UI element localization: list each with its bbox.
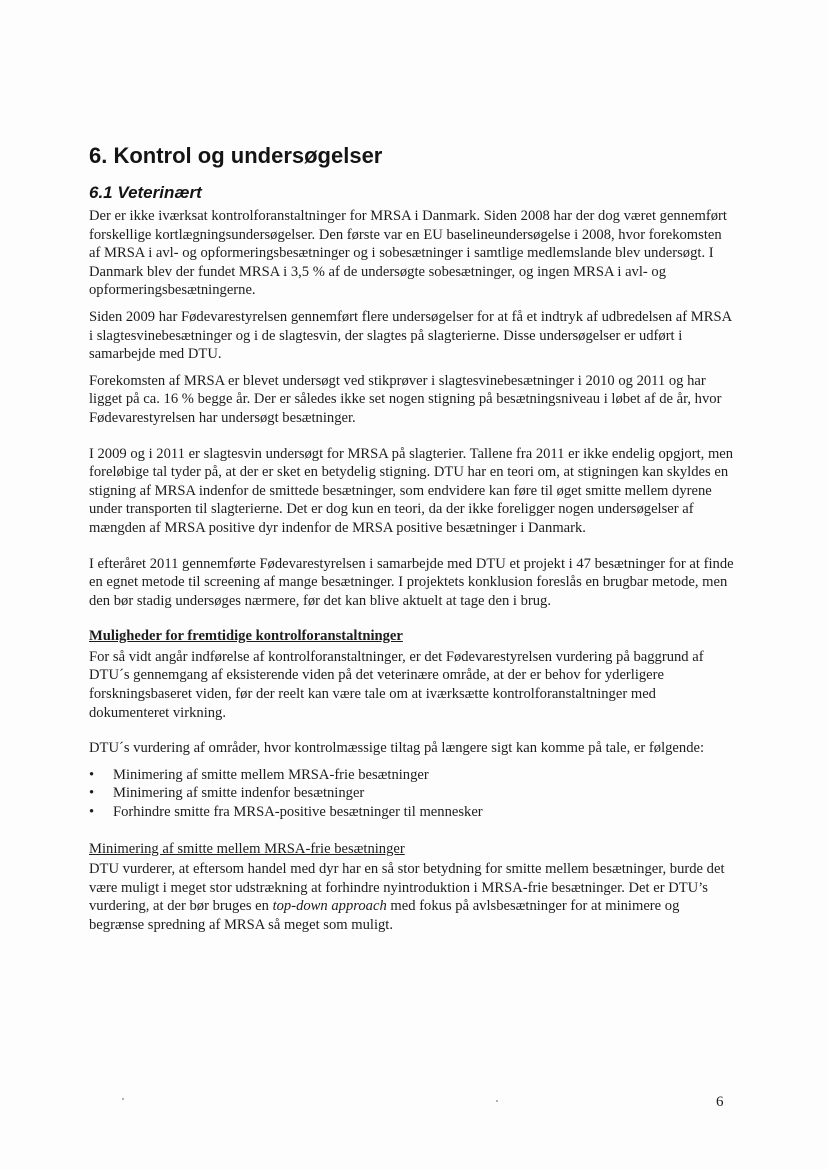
paragraph-baseline: Der er ikke iværksat kontrolforanstaltninger for MRSA i Danmark. Siden 2008 har der dog været gennemført forskellige kortlægningsundersøgelser. Den første var en EU baselineundersøgelse i 2008, hvor forekomsten af MRSA i avl- og opformeringsbesætninger og i sobesætninger i samtlige medlemslande blev undersøgt. I Danmark blev der fundet MRSA i 3,5 % af de undersøgte sobesætninger, og ingen MRSA i avl- og opformeringsbesætningerne. — [89, 208, 727, 299]
paragraph-slaughterhouse: I 2009 og i 2011 er slagtesvin undersøgt for MRSA på slagterier. Tallene fra 2011 er ikke endelig opgjort, men foreløbige tal tyder på, at der er sket en betydelig stigning. DTU har en teori om, at stigningen kan skyldes en stigning af MRSA indenfor de smittede besætninger, som endvidere kan føre til øget smitte mellem dyrene under transporten til slagterierne. Det er dog kun en teori, da der ikke foreligger nogen undersøgelser af mængden af MRSA positive dyr indenfor de MRSA positive besætninger i Danmark. — [89, 445, 734, 536]
paragraph-prevalence: Forekomsten af MRSA er blevet undersøgt ved stikprøver i slagtesvinebesætninger i 2010 og 2011 og har ligget på ca. 16 % begge år. Der er således ikke set nogen stigning på besætningsniveau i løbet af de år, hvor Fødevarestyrelsen har undersøgt besætninger. — [89, 372, 722, 426]
paragraph-top-down — [89, 860, 734, 934]
list-item — [89, 784, 734, 803]
section-heading: 6.1 Veterinært — [89, 183, 202, 202]
list-item — [89, 766, 734, 785]
list-item — [89, 803, 734, 822]
subsection-heading-muligheder: Muligheder for fremtidige kontrolforanstaltninger — [89, 628, 403, 645]
paragraph-text-after: med fokus på avlsbesætninger for at minimere og begrænse spredning af MRSA så meget som muligt. — [89, 898, 680, 933]
chapter-heading: 6. Kontrol og undersøgelser — [89, 143, 383, 168]
subsection-heading-minimering: Minimering af smitte mellem MRSA-frie besætninger — [89, 840, 405, 857]
scan-speck — [496, 1100, 498, 1102]
bullet-list — [89, 766, 734, 822]
list-item-text: Minimering af smitte mellem MRSA-frie besætninger — [113, 766, 429, 783]
emphasis-text: top-down approach — [272, 898, 387, 915]
paragraph-text-before: DTU vurderer, at eftersom handel med dyr har en så stor betydning for smitte mellem besætninger, burde det være muligt i meget stor udstrækning at forhindre nyintroduktion i MRSA-frie besætninger. Det er DTU’s vurdering, at der bør bruges en — [89, 861, 725, 915]
bullet-icon: • — [89, 785, 95, 802]
paragraph-control-measures: For så vidt angår indførelse af kontrolforanstaltninger, er det Fødevarestyrelsen vurdering på baggrund af DTU´s gennemgang af eksisterende viden på det veterinære område, at der er behov for yderligere forskningsbaseret viden, før der reelt kan være tale om at iværksætte kontrolforanstaltninger med dokumenteret virkning. — [89, 648, 704, 721]
paragraph-autumn-2011: I efteråret 2011 gennemførte Fødevarestyrelsen i samarbejde med DTU et projekt i 47 besætninger for at finde en egnet metode til screening af mange besætninger. I projektets konklusion foreslås en brugbar metode, men den bør stadig undersøges nærmere, før det kan blive aktuelt at tage den i brug. — [89, 555, 734, 609]
list-item-text: Minimering af smitte indenfor besætninger — [113, 785, 365, 802]
page-content — [89, 142, 734, 943]
bullet-icon: • — [89, 804, 95, 821]
list-item-text: Forhindre smitte fra MRSA-positive besætninger til mennesker — [113, 804, 483, 821]
bullet-icon: • — [89, 766, 95, 783]
scan-speck — [122, 1098, 124, 1100]
paragraph-dtu-assessment: DTU´s vurdering af områder, hvor kontrolmæssige tiltag på længere sigt kan komme på tale, er følgende: — [89, 740, 705, 757]
page-number: 6 — [716, 1094, 724, 1110]
paragraph-since-2009: Siden 2009 har Fødevarestyrelsen gennemført flere undersøgelser for at få et indtryk af udbredelsen af MRSA i slagtesvinebesætninger og i de slagtesvin, der slagtes på slagterierne. Disse undersøgelser er udført i samarbejde med DTU. — [89, 308, 732, 363]
